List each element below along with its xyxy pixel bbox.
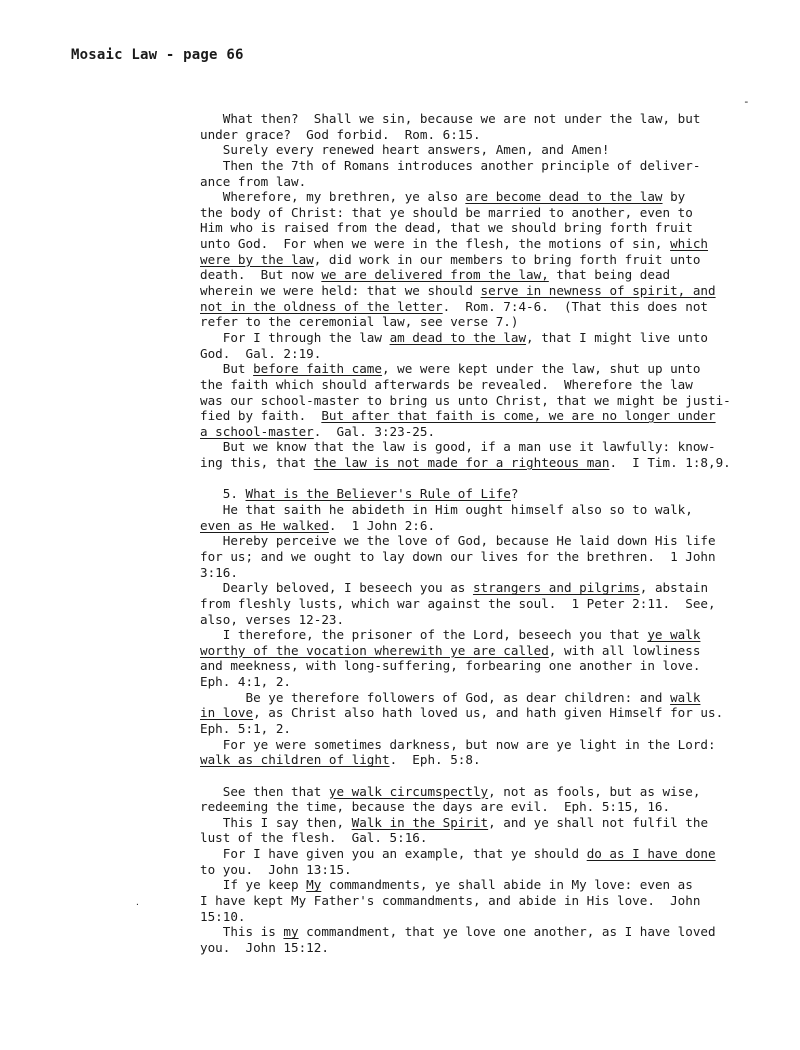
text-segment: you. John 15:12. — [200, 939, 329, 955]
text-segment: If ye keep — [200, 877, 307, 893]
underlined-phrase: walk — [670, 689, 701, 705]
underlined-phrase: which — [670, 236, 709, 252]
text-line — [200, 236, 760, 252]
text-segment: the faith which should afterwards be revealed. Wherefore the law — [200, 376, 693, 392]
underlined-phrase: even as He walked — [200, 517, 329, 533]
text-line — [200, 267, 760, 283]
text-line — [200, 596, 760, 612]
text-segment: and meekness, with long-suffering, forbearing one another in love. — [200, 658, 701, 674]
text-segment: , did work in our members to bring forth fruit unto — [313, 251, 701, 267]
underlined-phrase: ye walk — [647, 627, 701, 643]
text-segment: See then that — [200, 783, 329, 799]
text-line — [200, 377, 760, 393]
text-line — [200, 424, 760, 440]
text-segment: For I have given you an example, that ye should — [200, 846, 587, 862]
text-line — [200, 627, 760, 643]
text-line — [200, 877, 760, 893]
text-segment: Surely every renewed heart answers, Amen, and Amen! — [200, 142, 610, 158]
text-segment: , as Christ also hath loved us, and hath given Himself for us. — [253, 705, 724, 721]
text-line — [200, 346, 760, 362]
text-segment: Eph. 5:1, 2. — [200, 720, 291, 736]
underlined-phrase: in love — [200, 705, 254, 721]
underlined-phrase: But after that faith is come, we are no longer under — [321, 408, 716, 424]
text-line — [200, 690, 760, 706]
text-line — [200, 784, 760, 800]
text-segment: , that I might live unto — [526, 329, 709, 345]
text-segment: . Rom. 7:4-6. (That this does not — [442, 298, 709, 314]
text-line — [200, 940, 760, 956]
text-segment: I have kept My Father's commandments, and abide in His love. John — [200, 893, 701, 909]
text-line — [200, 612, 760, 628]
text-line — [200, 455, 760, 471]
text-line — [200, 752, 760, 768]
text-segment: For ye were sometimes darkness, but now are ye light in the Lord: — [200, 736, 716, 752]
text-segment: the body of Christ: that ye should be married to another, even to — [200, 204, 693, 220]
text-segment: from fleshly lusts, which war against the soul. 1 Peter 2:11. See, — [200, 595, 716, 611]
text-segment: for us; and we ought to lay down our lives for the brethren. 1 John — [200, 548, 716, 564]
underlined-phrase: What is the Believer's Rule of Life — [245, 486, 511, 502]
text-line — [200, 658, 760, 674]
text-segment: 3:16. — [200, 564, 238, 580]
underlined-phrase: strangers and pilgrims — [472, 580, 640, 596]
text-line — [200, 909, 760, 925]
text-line — [200, 705, 760, 721]
underlined-phrase: worthy of the vocation wherewith ye are called — [200, 642, 549, 658]
margin-dot: . — [135, 898, 140, 907]
text-segment: ance from law. — [200, 173, 307, 189]
text-segment: He that saith he abideth in Him ought himself also so to walk, — [200, 502, 693, 518]
text-line — [200, 549, 760, 565]
underlined-phrase: Walk in the Spirit — [351, 814, 489, 830]
underlined-phrase: a school-master — [200, 423, 314, 439]
text-line — [200, 220, 760, 236]
text-line — [200, 142, 760, 158]
text-segment: , we were kept under the law, shut up unto — [381, 361, 701, 377]
text-line — [200, 111, 760, 127]
text-segment: ing this, that — [200, 455, 314, 471]
text-line — [200, 565, 760, 581]
text-segment: This is — [200, 924, 284, 940]
text-line — [200, 924, 760, 940]
text-segment: Dearly beloved, I beseech you as — [200, 580, 473, 596]
text-segment: Then the 7th of Romans introduces another principle of deliver- — [200, 157, 701, 173]
text-line — [200, 862, 760, 878]
text-line — [200, 408, 760, 424]
text-segment: also, verses 12-23. — [200, 611, 345, 627]
text-segment: fied by faith. — [200, 408, 322, 424]
text-segment: Wherefore, my brethren, ye also — [200, 189, 466, 205]
paragraph-gap — [200, 471, 760, 487]
text-segment: unto God. For when we were in the flesh, the motions of sin, — [200, 236, 671, 252]
text-line — [200, 314, 760, 330]
text-line — [200, 127, 760, 143]
text-segment: For I through the law — [200, 329, 390, 345]
text-segment: commandment, that ye love one another, as I have loved — [298, 924, 716, 940]
text-segment: But we know that the law is good, if a man use it lawfully: know- — [200, 439, 716, 455]
text-segment: lust of the flesh. Gal. 5:16. — [200, 830, 428, 846]
text-line — [200, 721, 760, 737]
text-line — [200, 330, 760, 346]
underlined-phrase: before faith came — [253, 361, 382, 377]
text-segment: that being dead — [548, 267, 671, 283]
text-segment: to you. John 13:15. — [200, 861, 352, 877]
text-segment: , abstain — [639, 580, 709, 596]
paragraph-gap — [200, 768, 760, 784]
text-line — [200, 643, 760, 659]
text-segment: Hereby perceive we the love of God, because He laid down His life — [200, 533, 716, 549]
underlined-phrase: were by the law — [200, 251, 314, 267]
text-line — [200, 393, 760, 409]
text-segment: . I Tim. 1:8,9. — [609, 455, 731, 471]
text-segment: redeeming the time, because the days are evil. Eph. 5:15, 16. — [200, 799, 671, 815]
text-line — [200, 502, 760, 518]
text-line — [200, 580, 760, 596]
text-line — [200, 252, 760, 268]
text-segment: Be ye therefore followers of God, as dear children: and — [200, 689, 671, 705]
text-line — [200, 830, 760, 846]
underlined-phrase: my — [283, 924, 299, 940]
text-segment: But — [200, 361, 254, 377]
underlined-phrase: My — [306, 877, 322, 893]
underlined-phrase: walk as children of light — [200, 752, 390, 768]
text-line — [200, 799, 760, 815]
text-line — [200, 361, 760, 377]
text-line — [200, 174, 760, 190]
text-line — [200, 283, 760, 299]
text-line — [200, 893, 760, 909]
page-header: Mosaic Law - page 66 — [71, 47, 244, 63]
text-line — [200, 486, 760, 502]
text-line — [200, 533, 760, 549]
text-line — [200, 205, 760, 221]
text-line — [200, 518, 760, 534]
text-line — [200, 189, 760, 205]
text-line — [200, 674, 760, 690]
text-line — [200, 439, 760, 455]
underlined-phrase: the law is not made for a righteous man — [313, 455, 610, 471]
underlined-phrase: not in the oldness of the letter — [200, 298, 443, 314]
text-segment: commandments, ye shall abide in My love: even as — [321, 877, 693, 893]
text-segment: Eph. 4:1, 2. — [200, 674, 291, 690]
text-segment: wherein we were held: that we should — [200, 283, 481, 299]
text-segment: by — [662, 189, 686, 205]
document-body — [200, 111, 760, 956]
underlined-phrase: are become dead to the law — [465, 189, 663, 205]
text-segment: . Gal. 3:23-25. — [313, 423, 436, 439]
underlined-phrase: ye walk circumspectly — [328, 783, 489, 799]
text-segment: was our school-master to bring us unto Christ, that we might be justi- — [200, 392, 731, 408]
text-segment: . Eph. 5:8. — [389, 752, 481, 768]
text-segment: God. Gal. 2:19. — [200, 345, 322, 361]
text-segment: , with all lowliness — [548, 642, 701, 658]
underlined-phrase: serve in newness of spirit, and — [480, 283, 716, 299]
text-line — [200, 158, 760, 174]
text-line — [200, 815, 760, 831]
text-segment: . 1 John 2:6. — [328, 517, 436, 533]
underlined-phrase: we are delivered from the law, — [321, 267, 549, 283]
text-segment: , and ye shall not fulfil the — [488, 814, 709, 830]
text-segment: What then? Shall we sin, because we are not under the law, but — [200, 111, 701, 126]
text-segment: This I say then, — [200, 814, 352, 830]
text-segment: , not as fools, but as wise, — [488, 783, 701, 799]
text-segment: Him who is raised from the dead, that we should bring forth fruit — [200, 220, 693, 236]
text-segment: refer to the ceremonial law, see verse 7.) — [200, 314, 519, 330]
text-line — [200, 737, 760, 753]
text-segment: 5. — [200, 486, 246, 502]
text-line — [200, 846, 760, 862]
underlined-phrase: am dead to the law — [389, 329, 527, 345]
text-segment: ? — [510, 486, 519, 502]
text-segment: death. But now — [200, 267, 322, 283]
underlined-phrase: do as I have done — [586, 846, 716, 862]
margin-mark: - — [743, 95, 750, 108]
text-segment: 15:10. — [200, 908, 246, 924]
text-line — [200, 299, 760, 315]
text-segment: I therefore, the prisoner of the Lord, beseech you that — [200, 627, 648, 643]
text-segment: under grace? God forbid. Rom. 6:15. — [200, 126, 481, 142]
